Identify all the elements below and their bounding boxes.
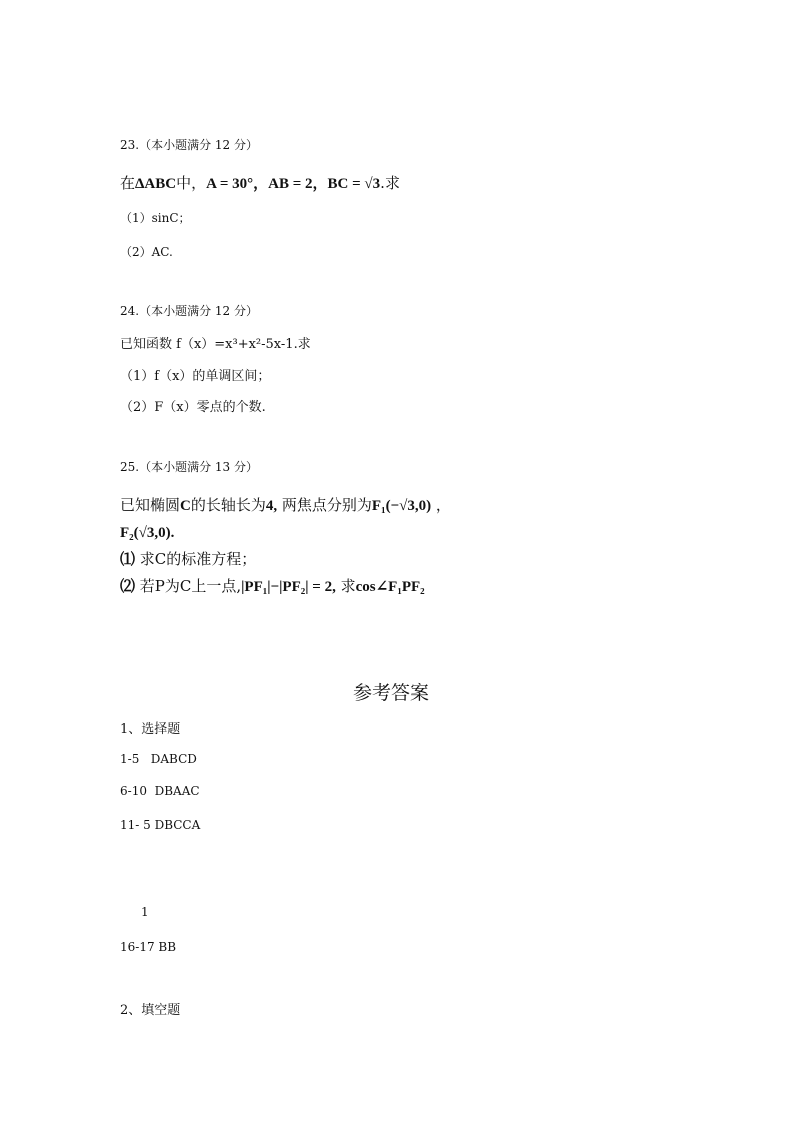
q23-part1: （1）sinC；: [120, 211, 191, 225]
q25-text-c: 两焦点分别为: [277, 496, 372, 514]
q23-triangle: ΔABC: [135, 176, 177, 192]
q23-stem-post: .求: [380, 174, 400, 192]
q25-part2-num: ⑵: [120, 579, 136, 595]
q24-part1: （1）f（x）的单调区间；: [120, 369, 271, 384]
q25-stem-line2: [120, 523, 174, 542]
q23-part2: （2）AC.: [120, 245, 173, 259]
q25-header: 25.（本小题满分 13 分）: [120, 460, 258, 474]
answers-section2: 2、填空题: [120, 1003, 181, 1018]
page-number: 1: [141, 905, 149, 919]
q25-part2: [120, 575, 425, 596]
q25-part1-text: 求C的标准方程；: [135, 550, 257, 568]
q23-conditions: A = 30°，AB = 2，BC = √3: [206, 176, 381, 192]
answers-section1: 1、选择题: [120, 722, 181, 737]
q25-part1: [120, 548, 256, 569]
q23-header: 23.（本小题满分 12 分）: [120, 138, 258, 152]
q25-focus1: F₁(−√3,0): [371, 498, 432, 514]
answers-row4: 16-17 BB: [120, 940, 177, 954]
answers-row2: 6-10 DBAAC: [120, 784, 200, 798]
q25-focus2: F₂(√3,0).: [120, 525, 175, 541]
q25-stem-line1: [120, 494, 451, 515]
q25-ellipse-c: C: [180, 498, 191, 514]
answers-row3: 11- 5 DBCCA: [120, 818, 201, 832]
q23-stem-mid: 中，: [176, 174, 207, 192]
q25-text-d: ，: [431, 496, 451, 514]
q23-stem-pre: 在: [120, 174, 136, 192]
q24-stem: 已知函数 f（x）=x³+x²-5x-1.求: [120, 337, 311, 352]
q24-header: 24.（本小题满分 12 分）: [120, 304, 258, 318]
q25-length: 4,: [265, 498, 278, 514]
answers-row1: 1-5 DABCD: [120, 752, 197, 766]
q25-part2-mid: 求: [335, 577, 356, 595]
q25-text-b: 的长轴长为: [190, 496, 266, 514]
q25-part2-pre: 若P为C上一点,: [135, 577, 242, 595]
q25-part2-math: |PF₁|−|PF₂| = 2,: [241, 579, 336, 595]
q25-text-a: 已知椭圆: [120, 496, 181, 514]
q25-part2-cos: cos∠F₁PF₂: [355, 579, 425, 595]
q24-part2: （2）F（x）零点的个数.: [120, 400, 266, 415]
answers-title: 参考答案: [353, 682, 430, 704]
q23-stem: [120, 172, 400, 193]
q25-part1-num: ⑴: [120, 552, 136, 568]
